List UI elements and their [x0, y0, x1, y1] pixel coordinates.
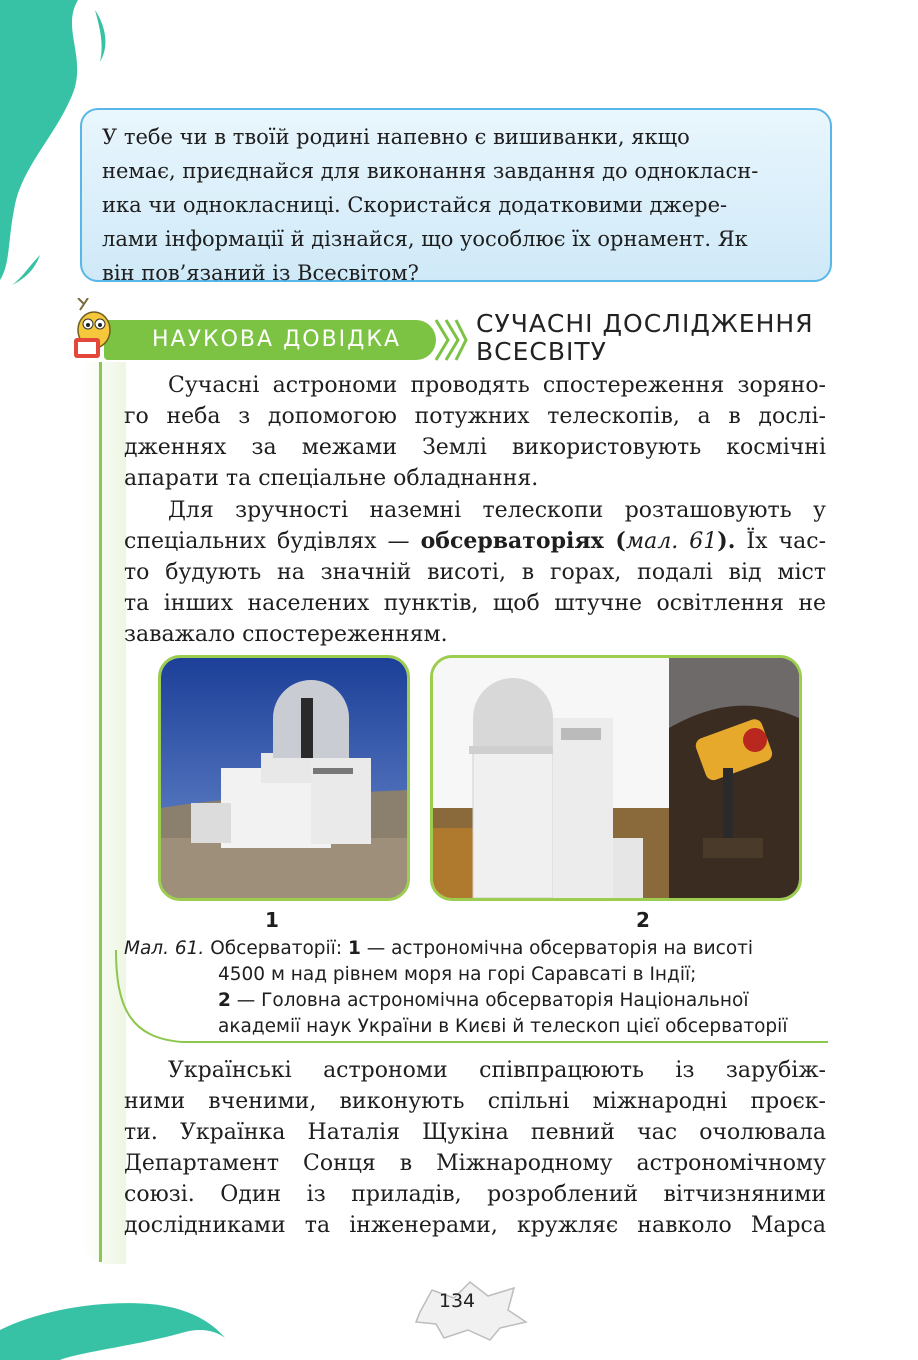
text-line: го неба з допомогою потужних телескопів, а в дослі-: [124, 404, 826, 429]
photo-observatory-kyiv: [430, 655, 802, 901]
caption-line: 4500 м над рівнем моря на горі Саравсаті в Індії;: [218, 964, 697, 985]
figure-label-2: 2: [636, 908, 650, 932]
text-line: Сучасні астрономи проводять спостереження зоряно-: [168, 373, 826, 398]
caption-line: [124, 936, 824, 962]
text-line: заважало спостереженням.: [124, 622, 448, 647]
paragraph-2: [124, 495, 826, 650]
caption-line: [124, 988, 824, 1014]
text-line: Для зручності наземні телескопи розташовують у: [168, 498, 826, 523]
figure-label-1: 1: [265, 908, 279, 932]
task-line: він пов’язаний із Всесвітом?: [102, 261, 419, 285]
paragraph-1: [124, 370, 826, 494]
task-line: ика чи однокласниці. Скористайся додатковими джере-: [102, 193, 728, 217]
text-span: спеціальних будівлях —: [124, 529, 421, 554]
caption-line: академії наук України в Києві й телескоп цієї обсерваторії: [218, 1016, 788, 1037]
section-title-line: СУЧАСНІ ДОСЛІДЖЕННЯ: [476, 309, 814, 338]
text-line: Українські астрономи співпрацюють із зарубіж-: [168, 1058, 826, 1083]
text-line: та інших населених пунктів, щоб штучне освітлення не: [124, 591, 826, 616]
observatory-kyiv-image: [433, 658, 799, 898]
text-line: апарати та спеціальне обладнання.: [124, 466, 539, 491]
bold-term: обсерваторіях (: [420, 528, 626, 554]
photo-observatory-india: [158, 655, 410, 901]
figure-caption: [124, 936, 824, 1040]
bookworm-mascot-icon: [70, 298, 126, 362]
panel-divider: [99, 362, 102, 1262]
text-line: ти. Українка Наталія Щукіна певний час очолювала: [124, 1120, 826, 1145]
caption-text: — Головна астрономічна обсерваторія Національної: [230, 990, 749, 1011]
task-box: [80, 108, 832, 285]
text-line: дослідниками та інженерами, кружляє навколо Марса: [124, 1213, 826, 1238]
paragraph-3: [124, 1055, 826, 1241]
text-line: то будують на значній висоті, в горах, подалі від міст: [124, 560, 826, 585]
decorative-teal-shape-bottom: [0, 1290, 240, 1360]
page-number: 134: [438, 1290, 476, 1312]
text-line: союзі. Один із приладів, розроблений вітчизняними: [124, 1182, 826, 1207]
caption-text: — астрономічна обсерваторія на висоті: [360, 938, 754, 959]
figure-ref: мал. 61: [625, 529, 718, 554]
section-title: [476, 310, 814, 366]
panel-background: [82, 362, 126, 1264]
task-line: немає, приєднайся для виконання завдання до однокласн-: [102, 159, 759, 183]
text-line: Департамент Сонця в Міжнародному астрономічному: [124, 1151, 826, 1176]
caption-num: 2: [218, 990, 231, 1011]
section-badge-label: НАУКОВА ДОВІДКА: [152, 327, 402, 352]
caption-num: 1: [347, 938, 361, 959]
bold-term-close: ).: [717, 528, 736, 554]
task-line: лами інформації й дізнайся, що уособлює їх орнамент. Як: [102, 227, 748, 251]
caption-prefix: Мал. 61.: [124, 938, 205, 959]
chevron-decor-icon: [432, 316, 468, 364]
caption-text: Обсерваторії:: [204, 938, 348, 959]
observatory-india-image: [161, 658, 407, 898]
section-title-line: ВСЕСВІТУ: [476, 337, 607, 366]
text-line: дженнях за межами Землі використовують космічні: [124, 435, 826, 460]
task-line: У тебе чи в твоїй родині напевно є вишиванки, якщо: [102, 125, 690, 149]
text-line: ними вченими, виконують спільні міжнародні проєк-: [124, 1089, 826, 1114]
text-span: Їх час-: [735, 529, 827, 554]
text-line: [124, 526, 826, 557]
